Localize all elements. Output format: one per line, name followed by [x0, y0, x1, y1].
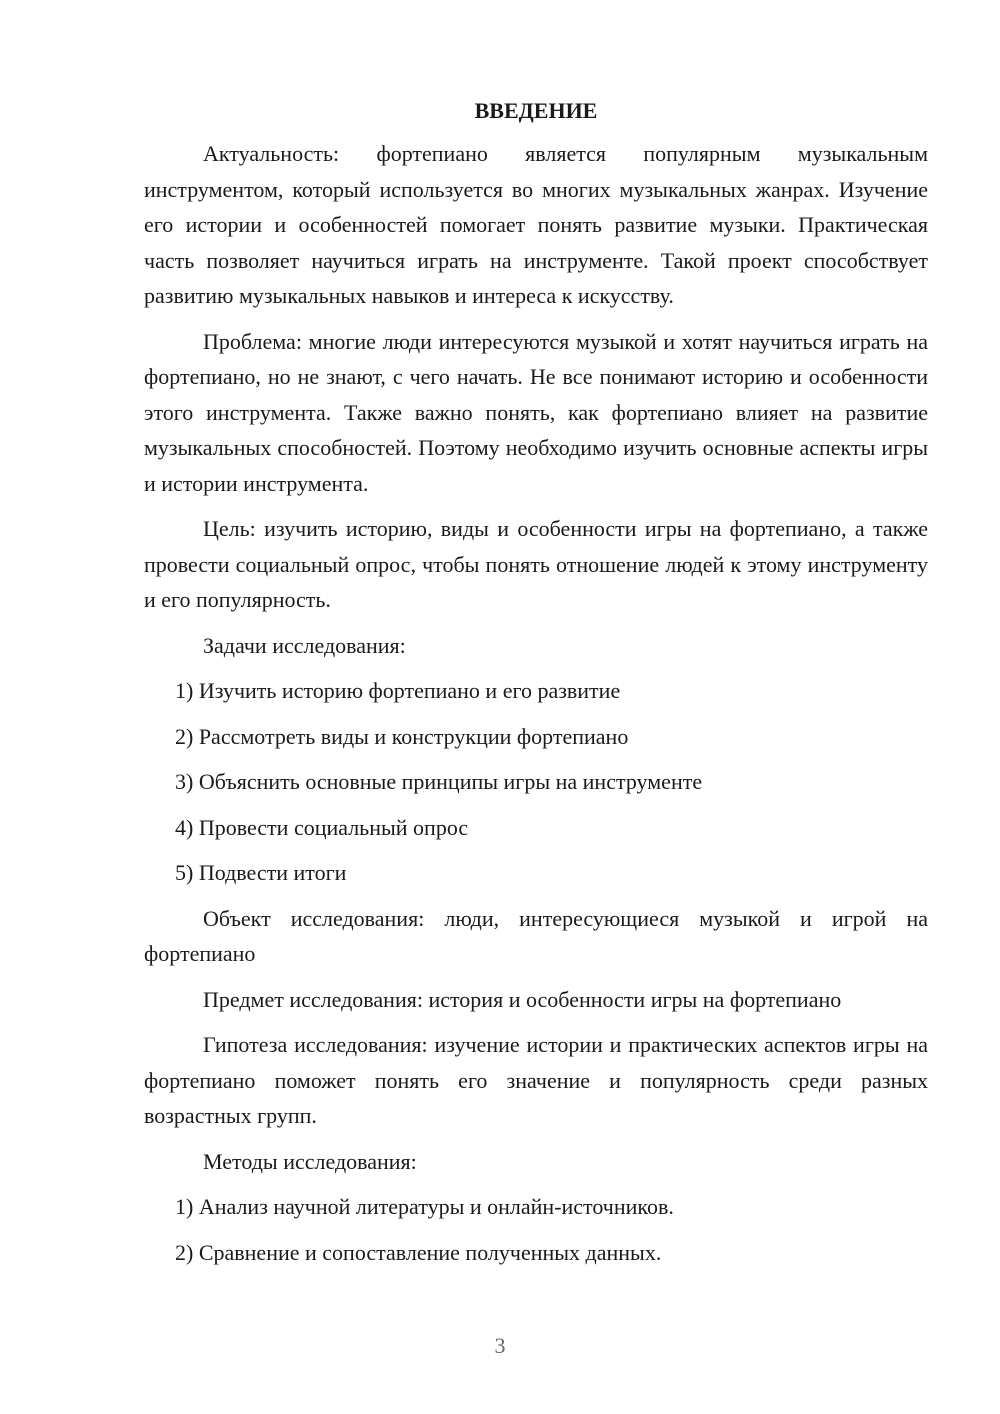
- relevance-paragraph: Актуальность: фортепиано является популярным музыкальным инструментом, который используется во многих музыкальных жанрах. Изучение его истории и особенностей помогает понять развитие музыки. Практическая часть позволяет научиться играть на инструменте. Такой проект способствует развитию музыкальных навыков и интереса к искусству.: [144, 141, 928, 308]
- subject-paragraph: Предмет исследования: история и особенности игры на фортепиано: [203, 986, 842, 1012]
- list-item: 4) Провести социальный опрос: [175, 814, 469, 840]
- page-number: 3: [494, 1333, 506, 1358]
- methods-heading: Методы исследования:: [203, 1148, 417, 1174]
- document-page: [144, 96, 928, 1280]
- methods-list: [144, 1189, 928, 1270]
- hypothesis-paragraph: Гипотеза исследования: изучение истории и практических аспектов игры на фортепиано поможет понять его значение и популярность среди разных возрастных групп.: [144, 1032, 928, 1128]
- tasks-list: [144, 673, 928, 891]
- object-paragraph: Объект исследования: люди, интересующиеся музыкой и игрой на фортепиано: [144, 905, 928, 966]
- list-item: 2) Рассмотреть виды и конструкции фортепиано: [175, 723, 629, 749]
- goal-paragraph: Цель: изучить историю, виды и особенности игры на фортепиано, а также провести социальный опрос, чтобы понять отношение людей к этому инструменту и его популярность.: [144, 516, 928, 612]
- problem-paragraph: Проблема: многие люди интересуются музыкой и хотят научиться играть на фортепиано, но не знают, с чего начать. Не все понимают историю и особенности этого инструмента. Также важно понять, как фортепиано влияет на развитие музыкальных способностей. Поэтому необходимо изучить основные аспекты игры и истории инструмента.: [144, 328, 928, 496]
- list-item: 5) Подвести итоги: [175, 860, 347, 885]
- list-item: 3) Объяснить основные принципы игры на инструменте: [175, 769, 703, 794]
- list-item: 2) Сравнение и сопоставление полученных данных.: [175, 1239, 662, 1265]
- tasks-heading: Задачи исследования:: [203, 632, 406, 658]
- section-title: ВВЕДЕНИЕ: [474, 98, 598, 123]
- list-item: 1) Анализ научной литературы и онлайн-источников.: [175, 1194, 674, 1219]
- list-item: 1) Изучить историю фортепиано и его развитие: [175, 678, 621, 703]
